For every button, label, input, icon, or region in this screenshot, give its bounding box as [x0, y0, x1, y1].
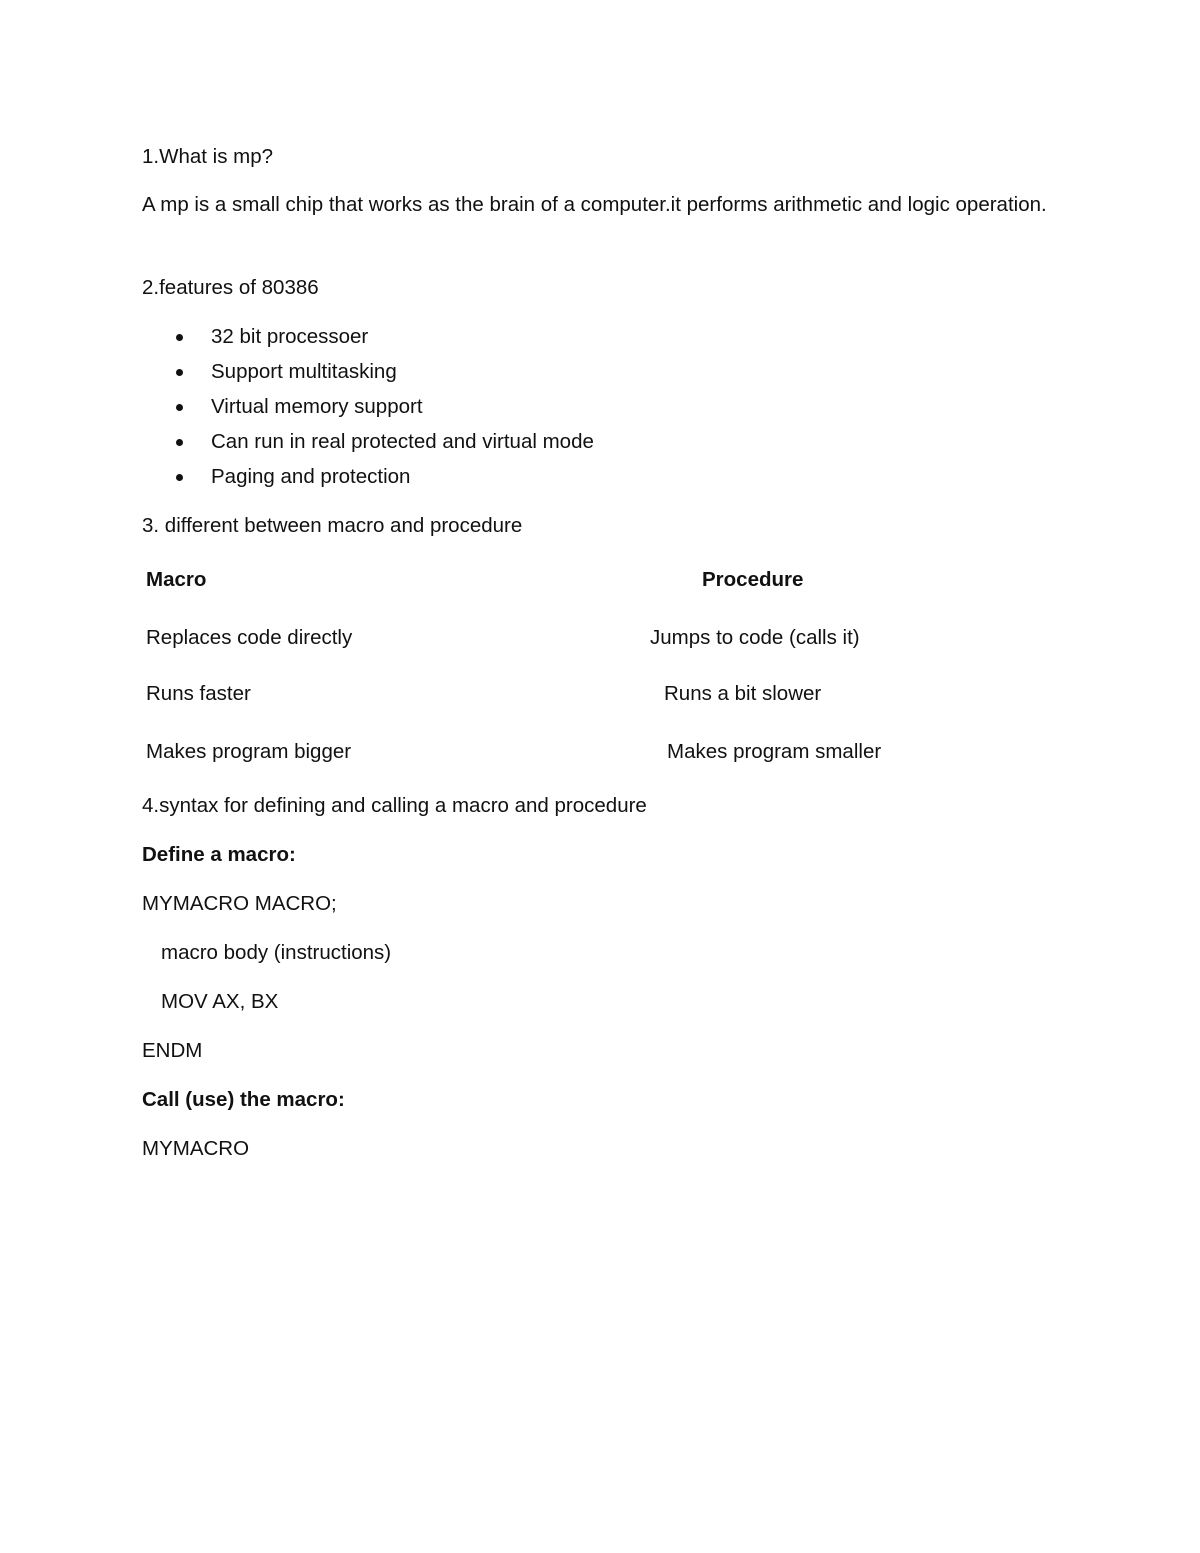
- code-line: MYMACRO: [142, 1137, 250, 1160]
- bullet-icon: [176, 369, 183, 376]
- q2-heading: 2.features of 80386: [142, 276, 319, 299]
- table-cell: Runs faster: [146, 682, 251, 705]
- code-line: MOV AX, BX: [161, 990, 279, 1013]
- bullet-icon: [176, 404, 183, 411]
- call-macro-label: Call (use) the macro:: [142, 1088, 345, 1111]
- q4-heading: 4.syntax for defining and calling a macro and procedure: [142, 794, 647, 817]
- q1-heading: 1.What is mp?: [142, 145, 274, 168]
- code-line: MYMACRO MACRO;: [142, 892, 337, 915]
- bullet-icon: [176, 474, 183, 481]
- list-item-text: Paging and protection: [211, 465, 411, 488]
- define-macro-label: Define a macro:: [142, 843, 296, 866]
- table-cell: Jumps to code (calls it): [650, 626, 860, 649]
- list-item-text: Virtual memory support: [211, 395, 423, 418]
- q1-answer: A mp is a small chip that works as the brain of a computer.it performs arithmetic and logic operation.: [142, 193, 1047, 216]
- table-header-macro: Macro: [146, 568, 207, 591]
- table-cell: Makes program bigger: [146, 740, 352, 763]
- list-item-text: 32 bit processoer: [211, 325, 369, 348]
- bullet-icon: [176, 334, 183, 341]
- code-line: macro body (instructions): [161, 941, 392, 964]
- table-cell: Makes program smaller: [667, 740, 882, 763]
- bullet-icon: [176, 439, 183, 446]
- q3-heading: 3. different between macro and procedure: [142, 514, 523, 537]
- list-item-text: Support multitasking: [211, 360, 397, 383]
- list-item-text: Can run in real protected and virtual mode: [211, 430, 594, 453]
- table-cell: Replaces code directly: [146, 626, 353, 649]
- table-header-procedure: Procedure: [702, 568, 804, 591]
- table-cell: Runs a bit slower: [664, 682, 822, 705]
- code-line: ENDM: [142, 1039, 203, 1062]
